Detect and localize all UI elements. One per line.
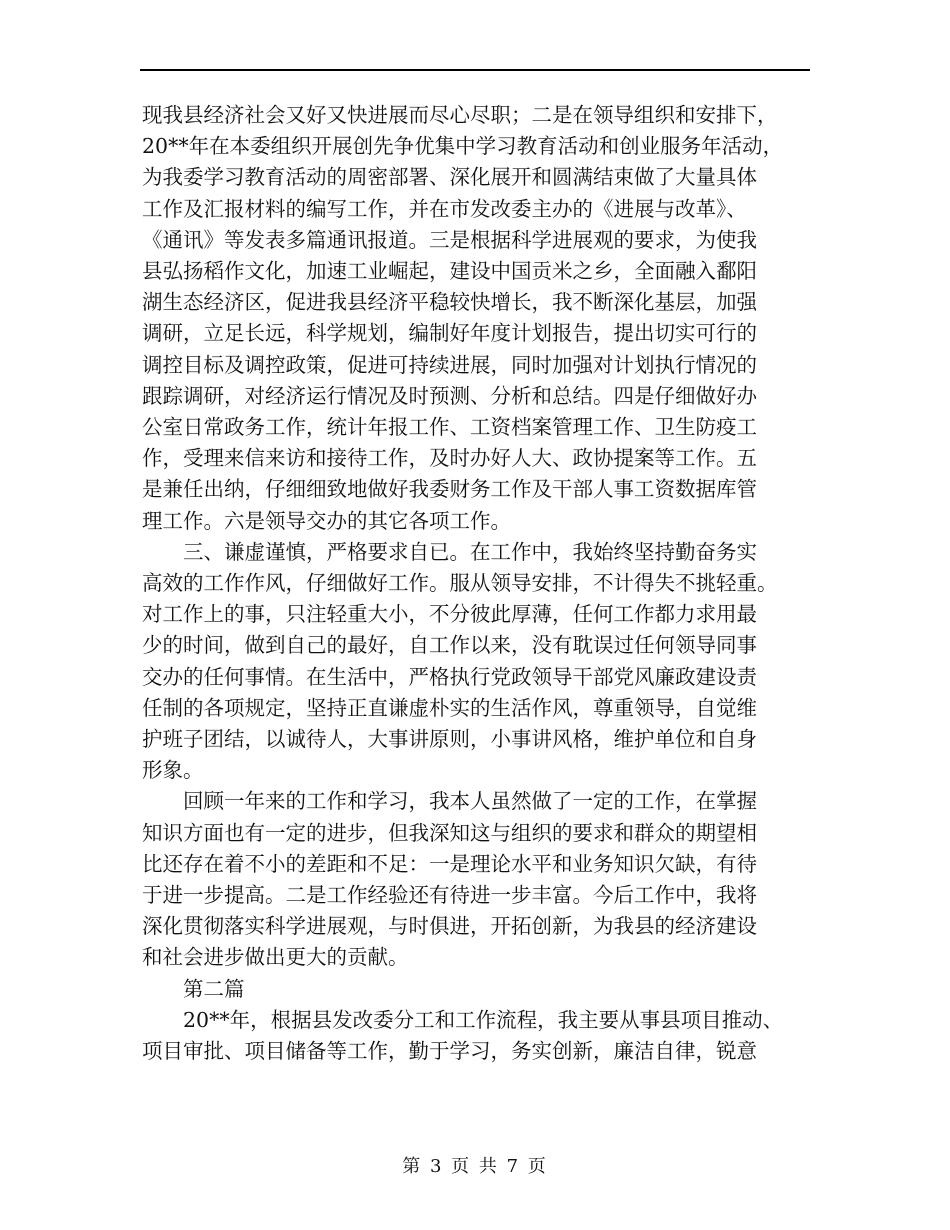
text-line: 三、谦虚谨慎，严格要求自已。在工作中，我始终坚持勤奋务实 xyxy=(183,539,757,564)
text-line: 公室日常政务工作，统计年报工作、工资档案管理工作、卫生防疫工 xyxy=(142,415,757,440)
text-line: 为我委学习教育活动的周密部署、深化展开和圆满结束做了大量具体 xyxy=(142,165,757,190)
text-line: 调研，立足长远，科学规划，编制好年度计划报告，提出切实可行的 xyxy=(142,321,757,346)
section-heading xyxy=(142,974,822,1005)
text-line: 护班子团结，以诚待人，大事讲原则，小事讲风格，维护单位和自身 xyxy=(142,727,757,752)
text-line: 湖生态经济区，促进我县经济平稳较快增长，我不断深化基层，加强 xyxy=(142,290,757,315)
paragraph-3 xyxy=(142,786,822,973)
paragraph-1 xyxy=(142,100,822,537)
text-line: 调控目标及调控政策，促进可持续进展，同时加强对计划执行情况的 xyxy=(142,352,757,377)
text-line: 对工作上的事，只注轻重大小，不分彼此厚薄，任何工作都力求用最 xyxy=(142,602,757,627)
text-line: 作，受理来信来访和接待工作，及时办好人大、政协提案等工作。五 xyxy=(142,446,757,471)
text-line: 项目审批、项目储备等工作，勤于学习，务实创新，廉洁自律，锐意 xyxy=(142,1039,757,1064)
text-line: 比还存在着不小的差距和不足：一是理论水平和业务知识欠缺，有待 xyxy=(142,851,757,876)
text-line: 现我县经济社会又好又快进展而尽心尽职；二是在领导组织和安排下， xyxy=(142,103,778,127)
text-line: 形象。 xyxy=(142,758,204,783)
paragraph-4 xyxy=(142,1005,822,1067)
text-line: 任制的各项规定，坚持正直谦虚朴实的生活作风，尊重领导，自觉维 xyxy=(142,695,757,720)
text-line: 跟踪调研，对经济运行情况及时预测、分析和总结。四是仔细做好办 xyxy=(142,383,757,408)
text-line: 交办的任何事情。在生活中，严格执行党政领导干部党风廉政建设责 xyxy=(142,664,757,689)
text-line: 知识方面也有一定的进步，但我深知这与组织的要求和群众的期望相 xyxy=(142,820,757,845)
header-rule xyxy=(140,69,810,71)
text-line: 20**年，根据县发改委分工和工作流程，我主要从事县项目推动、 xyxy=(183,1007,784,1032)
text-line: 深化贯彻落实科学进展观，与时俱进，开拓创新，为我县的经济建设 xyxy=(142,914,757,939)
document-body xyxy=(142,100,822,1067)
paragraph-2 xyxy=(142,537,822,787)
text-line: 于进一步提高。二是工作经验还有待进一步丰富。今后工作中，我将 xyxy=(142,883,757,908)
text-line: 回顾一年来的工作和学习，我本人虽然做了一定的工作，在掌握 xyxy=(183,789,757,814)
text-line: 理工作。六是领导交办的其它各项工作。 xyxy=(142,508,511,533)
text-line: 工作及汇报材料的编写工作，并在市发改委主办的《进展与改革》、 xyxy=(142,196,747,221)
text-line: 20**年在本委组织开展创先争优集中学习教育活动和创业服务年活动， xyxy=(142,134,784,159)
text-line: 县弘扬稻作文化，加速工业崛起，建设中国贡米之乡，全面融入鄱阳 xyxy=(142,259,757,284)
text-line: 是兼任出纳，仔细细致地做好我委财务工作及干部人事工资数据库管 xyxy=(142,477,757,502)
page-number-footer: 第 3 页 共 7 页 xyxy=(402,1156,548,1177)
text-line: 少的时间，做到自己的最好，自工作以来，没有耽误过任何领导同事 xyxy=(142,633,757,658)
text-line: 第二篇 xyxy=(183,976,245,1001)
text-line: 和社会进步做出更大的贡献。 xyxy=(142,945,409,970)
text-line: 《通讯》等发表多篇通讯报道。三是根据科学进展观的要求，为使我 xyxy=(142,227,757,252)
text-line: 高效的工作作风，仔细做好工作。服从领导安排，不计得失不挑轻重。 xyxy=(142,571,778,596)
